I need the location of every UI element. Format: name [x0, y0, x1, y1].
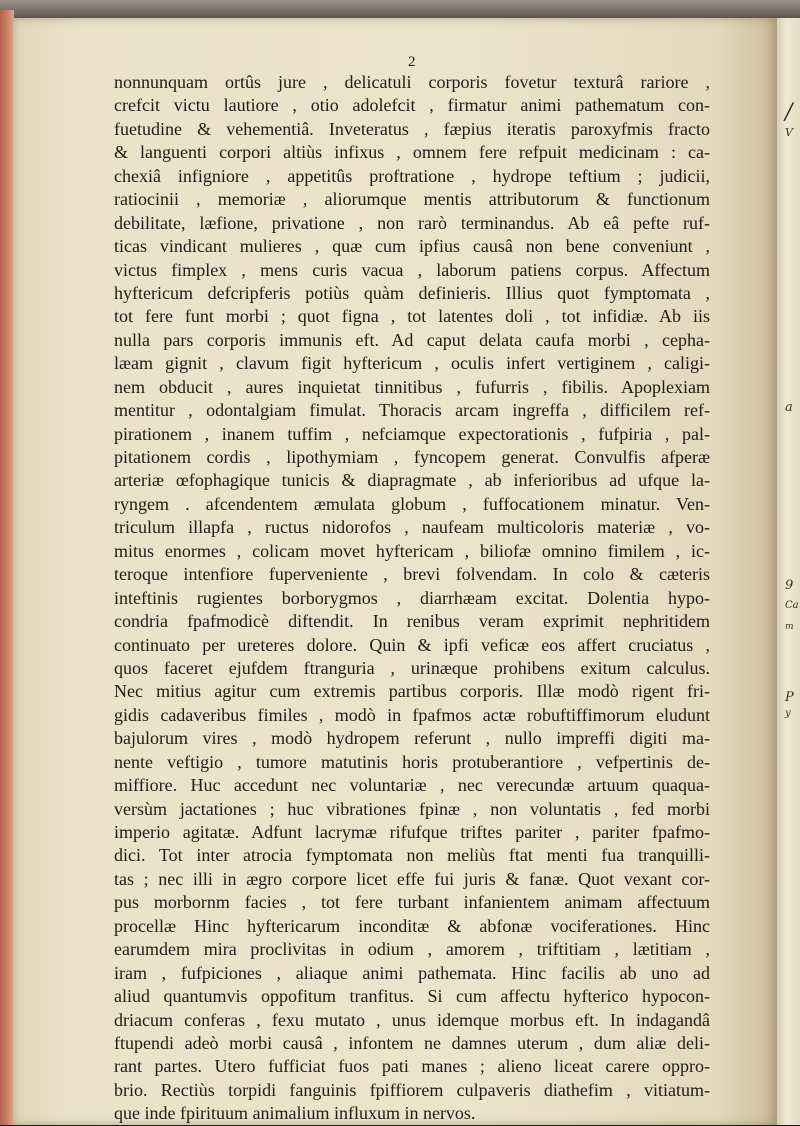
text-line: fuetudine & vehementiâ. Inveteratus , fæpius iteratis paroxyfmis fracto	[114, 118, 710, 139]
facing-page-edge	[777, 18, 800, 1125]
text-line: dici. Tot inter atrocia fymptomata non meliùs ftat menti fua tranquilli-	[114, 845, 710, 866]
text-line: debilitate, læfione, privatione , non rarò terminandus. Ab eâ pefte ruf-	[114, 212, 710, 233]
text-line: Nec mitius agitur cum extremis partibus corporis. Illæ modò rigent fri-	[114, 681, 710, 702]
text-line: gidis cadaveribus fimiles , modò in fpafmos actæ robuftiffimorum eludunt	[114, 704, 710, 725]
text-line: que inde fpirituum animalium influxum in nervos.	[114, 1103, 476, 1124]
book-left-edge	[0, 10, 14, 1125]
text-line: victus fimplex , mens curis vacua , laborum patiens corpus. Affectum	[114, 259, 710, 280]
bleed-mark: 9	[785, 578, 794, 593]
text-line: nem obducit , aures inquietat tinnitibus , fufurris , fibilis. Apoplexiam	[114, 376, 710, 397]
text-line: nulla pars corporis immunis eft. Ad caput delata caufa morbi , cepha-	[114, 329, 710, 350]
text-line: chexiâ infigniore , appetitûs proftratione , hydrope teftium ; judicii,	[114, 165, 710, 186]
text-line: ftupendi adeò morbi causâ , infontem ne damnes uterum , dum aliæ deli-	[114, 1032, 710, 1053]
text-line: condria fpafmodicè diftendit. In renibus veram exprimit nephritidem	[114, 611, 710, 632]
text-line: nente veftigio , tumore matutinis horis protuberantiore , vefpertinis de-	[114, 751, 710, 772]
text-line: rant partes. Utero fufficiat fuos pati manes ; alieno liceat carere oppro-	[114, 1056, 710, 1077]
bleed-mark: y	[785, 708, 791, 719]
text-line: imperio agitatæ. Adfunt lacrymæ rifufque triftes pariter , pariter fpafmo-	[114, 822, 710, 842]
text-line: driacum conferas , fexu mutato , unus idemque morbus eft. In indagandâ	[114, 1009, 710, 1030]
text-line: læam gignit , clavum figit hyftericum , oculis infert vertiginem , caligi-	[114, 353, 710, 374]
bleed-mark: V	[785, 126, 793, 139]
bleed-mark: m	[785, 622, 794, 632]
text-line: triculum illapfa , ructus nidorofos , naufeam multicoloris materiæ , vo-	[114, 517, 710, 538]
text-line: hyftericum defcripferis potiùs quàm definieris. Illius quot fymptomata ,	[114, 282, 710, 303]
text-line: pirationem , inanem tuffim , nefciamque expectorationis , fufpiria , pal-	[114, 423, 710, 444]
text-line: tot fere funt morbi ; quot figna , tot latentes doli , tot infidiæ. Ab iis	[114, 306, 710, 327]
text-line: continuato per ureteres dolore. Quin & ipfi veficæ eos affert cruciatus ,	[114, 634, 710, 655]
page-body-text	[114, 71, 710, 1126]
text-line: procellæ Hinc hyftericarum inconditæ & abfonæ vociferationes. Hinc	[114, 915, 710, 936]
text-line: ticas vindicant mulieres , quæ cum ipfius causâ non bene conveniunt ,	[114, 236, 710, 257]
bleed-mark: /	[785, 100, 793, 125]
text-line: & languenti corpori altiùs infixus , omnem fere refpuit medicinam : ca-	[114, 142, 710, 163]
text-line: teroque intenfiore fuperveniente , brevi folvendam. In colo & cæteris	[114, 564, 710, 585]
bleed-mark: Ca	[785, 600, 799, 611]
text-line: inteftinis rugientes borborygmos , diarrhæam excitat. Dolentia hypo-	[114, 587, 710, 608]
bleed-mark: a	[785, 400, 793, 415]
text-line: aliud quantumvis oppofitum tranfitus. Si cum affectu hyfterico hypocon-	[114, 986, 710, 1007]
text-line: arteriæ œfophagique tunicis & diapragmate , ab inferioribus ad ufque la-	[114, 470, 710, 491]
text-line: pitationem cordis , lipothymiam , fyncopem generat. Convulfis afperæ	[114, 447, 710, 467]
text-line: quos faceret ejufdem ftranguria , urinæque prohibens exitum calculus.	[114, 657, 710, 678]
text-line: mitus enormes , colicam movet hyftericam , biliofæ omnino fimilem , ic-	[114, 540, 710, 561]
text-line: mentitur , odontalgiam fimulat. Thoracis arcam ingreffa , difficilem ref-	[114, 400, 710, 421]
text-line: versùm jactationes ; huc vibrationes fpinæ , non voluntatis , fed morbi	[114, 798, 710, 819]
text-line: ratiocinii , memoriæ , aliorumque mentis attributorum & functionum	[114, 189, 710, 210]
text-line: bajulorum vires , modò hydropem referunt , nullo impreffi digiti ma-	[114, 728, 710, 749]
page-number: 2	[408, 54, 416, 70]
text-line: brio. Rectiùs torpidi fanguinis fpiffiorem culpaveris diathefim , vitiatum-	[114, 1079, 710, 1100]
text-line: crefcit victu lautiore , otio adolefcit , firmatur animi pathematum con-	[114, 95, 710, 116]
text-line: nonnunquam ortûs jure , delicatuli corporis fovetur texturâ rariore ,	[114, 72, 710, 92]
text-line: iram , fufpiciones , aliaque animi pathemata. Hinc facilis ab uno ad	[114, 962, 710, 983]
text-line: miffiore. Huc accedunt nec voluntariæ , nec verecundæ artuum quaqua-	[114, 775, 710, 796]
text-line: tas ; nec illi in ægro corpore licet effe fui juris & fanæ. Quot vexant cor-	[114, 868, 710, 889]
text-line: pus morbornm facies , tot fere turbant infanientem animam affectuum	[114, 892, 710, 913]
text-line: ryngem . afcendentem æmulata globum , fuffocationem minatur. Ven-	[114, 493, 710, 514]
bleed-mark: P	[785, 690, 794, 705]
text-line: earumdem mira proclivitas in odium , amorem , triftitiam , lætitiam ,	[114, 939, 710, 960]
